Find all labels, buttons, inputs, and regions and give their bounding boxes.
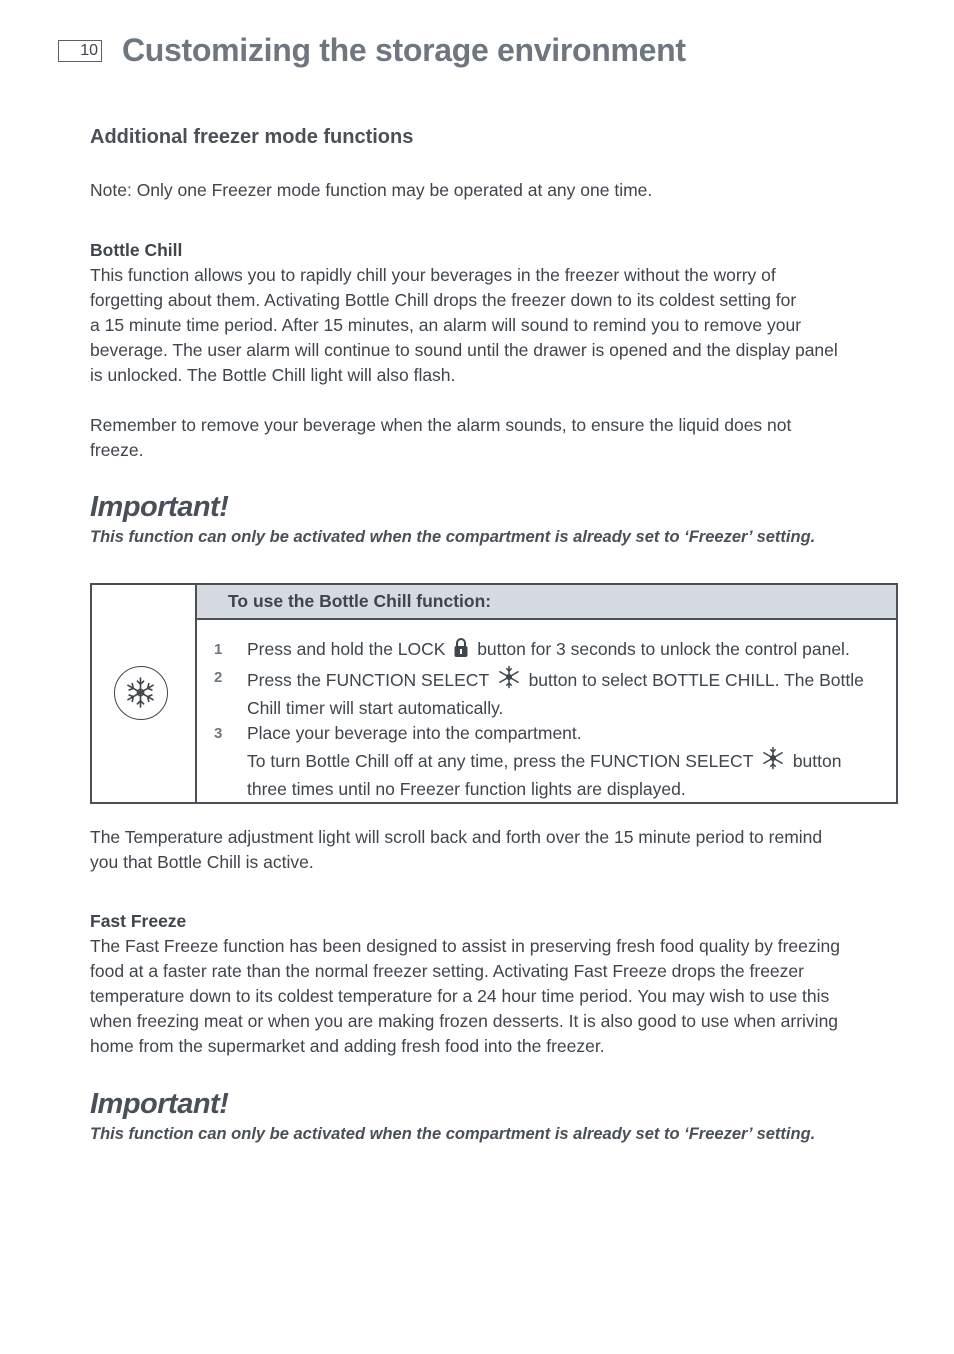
page-title: Customizing the storage environment (122, 32, 686, 68)
step-text: three times until no Freezer function lights are displayed. (247, 779, 686, 799)
bottle-chill-line: This function allows you to rapidly chill your beverages in the freezer without the worry of (90, 265, 776, 285)
step-text: Chill timer will start automatically. (247, 698, 504, 718)
page-number: 10 (58, 40, 102, 62)
instruction-step (197, 665, 896, 721)
temperature-note (90, 825, 900, 875)
fast-freeze-line: temperature down to its coldest temperature for a 24 hour time period. You may wish to use this (90, 986, 830, 1006)
step-text: button to select BOTTLE CHILL. The Bottle (528, 670, 864, 690)
instruction-steps (197, 637, 896, 802)
snowflake-icon (761, 746, 785, 777)
important-title: Important! (90, 491, 229, 523)
bottle-chill-line: forgetting about them. Activating Bottle Chill drops the freezer down to its coldest setting for (90, 290, 797, 310)
step-number: 2 (214, 669, 223, 686)
fast-freeze-heading: Fast Freeze (90, 911, 187, 931)
snowflake-icon (497, 665, 521, 696)
section-heading: Additional freezer mode functions (90, 126, 414, 148)
bottle-chill-heading: Bottle Chill (90, 240, 183, 260)
instruction-step (197, 637, 896, 665)
instruction-header: To use the Bottle Chill function: (197, 585, 896, 620)
fast-freeze-line: when freezing meat or when you are making frozen desserts. It is also good to use when arriving (90, 1011, 839, 1031)
step-text: Place your beverage into the compartment. (247, 723, 582, 743)
step-number: 3 (214, 725, 223, 742)
snowflake-icon-graphic (124, 676, 157, 709)
mode-note: Note: Only one Freezer mode function may be operated at any one time. (90, 180, 653, 200)
bottle-chill-line: beverage. The user alarm will continue to sound until the drawer is opened and the display panel (90, 340, 838, 360)
important-text: This function can only be activated when the compartment is already set to ‘Freezer’ setting. (90, 1125, 816, 1143)
step-text: Press the FUNCTION SELECT (247, 670, 489, 690)
important-text: This function can only be activated when the compartment is already set to ‘Freezer’ setting. (90, 528, 816, 546)
bottle-chill-reminder (90, 413, 900, 463)
fast-freeze-line: The Fast Freeze function has been designed to assist in preserving fresh food quality by freezing (90, 936, 841, 956)
fast-freeze-line: food at a faster rate than the normal freezer setting. Activating Fast Freeze drops the freezer (90, 961, 804, 981)
instruction-icon-column (92, 585, 197, 802)
snowflake-icon (114, 666, 168, 720)
instruction-step (197, 721, 896, 802)
bottle-chill-section (90, 238, 900, 388)
step-text: button (792, 751, 842, 771)
step-text: button for 3 seconds to unlock the control panel. (477, 639, 850, 659)
reminder-line: freeze. (90, 440, 144, 460)
important-title: Important! (90, 1088, 229, 1120)
step-text: To turn Bottle Chill off at any time, press the FUNCTION SELECT (247, 751, 754, 771)
reminder-line: Remember to remove your beverage when the alarm sounds, to ensure the liquid does not (90, 415, 792, 435)
bottle-chill-line: a 15 minute time period. After 15 minutes, an alarm will sound to remind you to remove your (90, 315, 802, 335)
step-text: Press and hold the LOCK (247, 639, 446, 659)
fast-freeze-section (90, 909, 900, 1059)
instruction-box (90, 583, 898, 804)
fast-freeze-line: home from the supermarket and adding fresh food into the freezer. (90, 1036, 605, 1056)
temperature-note-line: The Temperature adjustment light will scroll back and forth over the 15 minute period to remind (90, 827, 823, 847)
step-number: 1 (214, 641, 223, 658)
lock-icon (453, 638, 469, 665)
temperature-note-line: you that Bottle Chill is active. (90, 852, 314, 872)
bottle-chill-line: is unlocked. The Bottle Chill light will also flash. (90, 365, 456, 385)
